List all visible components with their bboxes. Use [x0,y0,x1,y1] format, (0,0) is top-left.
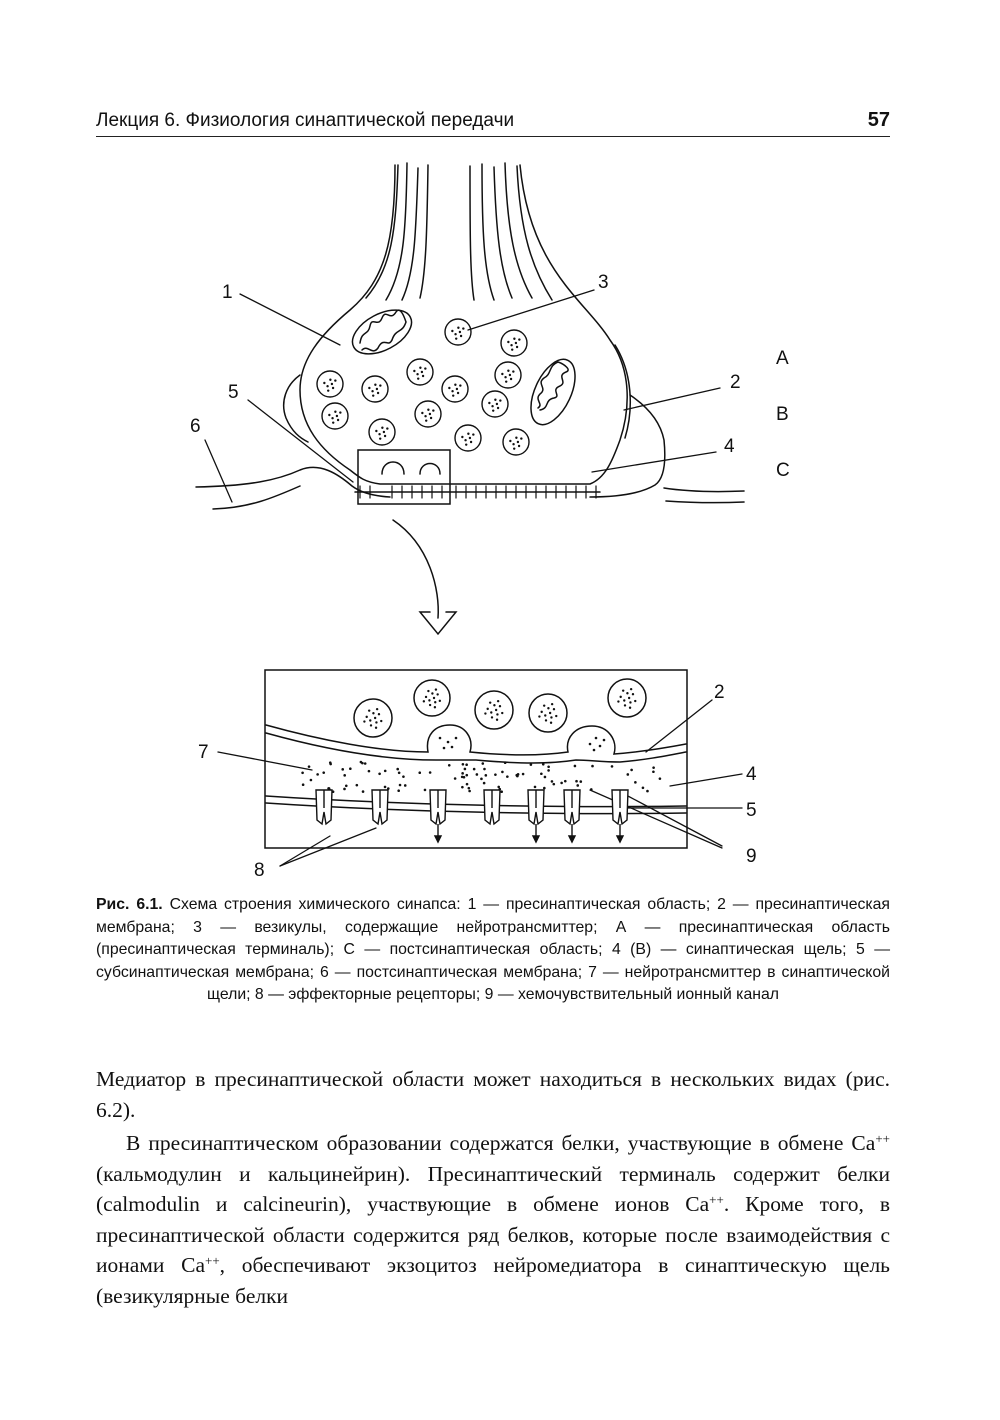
mitochondrion-left [345,301,418,363]
receptors [316,790,628,842]
label-5: 5 [228,382,239,403]
zoomed-presynaptic-membrane [266,725,686,755]
axon-fibers [366,163,552,300]
vesicles-top [317,319,529,455]
mitochondrion-right [522,353,584,432]
caption-label: Рис. 6.1. [96,896,163,913]
zoom-label-8: 8 [254,860,265,881]
header-rule [96,136,890,137]
paragraph-2: В пресинаптическом образовании содержатся белки, участвующие в обмене Ca++ (кальмодулин и кальцинейрин). Пресинаптический терминаль содержит белки (calmodulin и calcineurin), участвующие в обмене ионов Ca++. Кроме того, в пресинаптической области содержится ряд белков, которые после взаимодействия с ионами Ca++, обеспечивают экзоцитоз нейромедиатора в синаптическую щель (везикулярные белки [96,1130,890,1308]
body-text [96,1064,890,1311]
zoom-label-4: 4 [746,764,757,785]
zone-label-c: C [776,460,790,481]
zoom-label-7: 7 [198,742,209,763]
label-2: 2 [730,372,741,393]
vesicles-zoomed [354,679,646,751]
neurotransmitter-dots [301,761,661,793]
zoom-label-9: 9 [746,846,757,867]
paragraph-1: Медиатор в пресинаптической области может находиться в нескольких видах (рис. 6.2). [96,1067,890,1122]
label-1: 1 [222,282,233,303]
page-number: 57 [867,109,890,131]
label-3: 3 [598,272,609,293]
caption-text: Схема строения химического синапса: 1 — пресинаптическая область; 2 — пресинаптическая мембрана; 3 — везикулы, содержащие нейротрансмиттер; А — пресинаптическая область (пресинаптическая терминаль); С — постсинаптическая область; 4 (В) — синаптическая щель; 5 — субсинаптическая мембрана; 6 — постсинаптическая мембрана; 7 — нейротрансмиттер в синаптической щели; 8 — эффекторные рецепторы; 9 — хемочувствительный ионный канал [96,896,890,1003]
zone-label-a: A [776,348,789,369]
leader-lines-top [205,290,720,502]
zoom-label-2: 2 [714,682,725,703]
zone-label-b: B [776,404,789,425]
running-header [96,104,890,132]
figure-caption [96,894,890,1007]
zoom-label-5: 5 [746,800,757,821]
postsynaptic-outline-right [590,395,665,497]
zoom-arrow [393,520,456,634]
synapse-figure [0,150,1000,890]
label-6: 6 [190,416,201,437]
running-header-title: Лекция 6. Физиология синаптической передачи [96,110,515,131]
presynaptic-terminal-outline [300,165,627,484]
label-4: 4 [724,436,735,457]
leader-lines-bottom [218,700,742,866]
zoom-selection-box [358,450,450,504]
